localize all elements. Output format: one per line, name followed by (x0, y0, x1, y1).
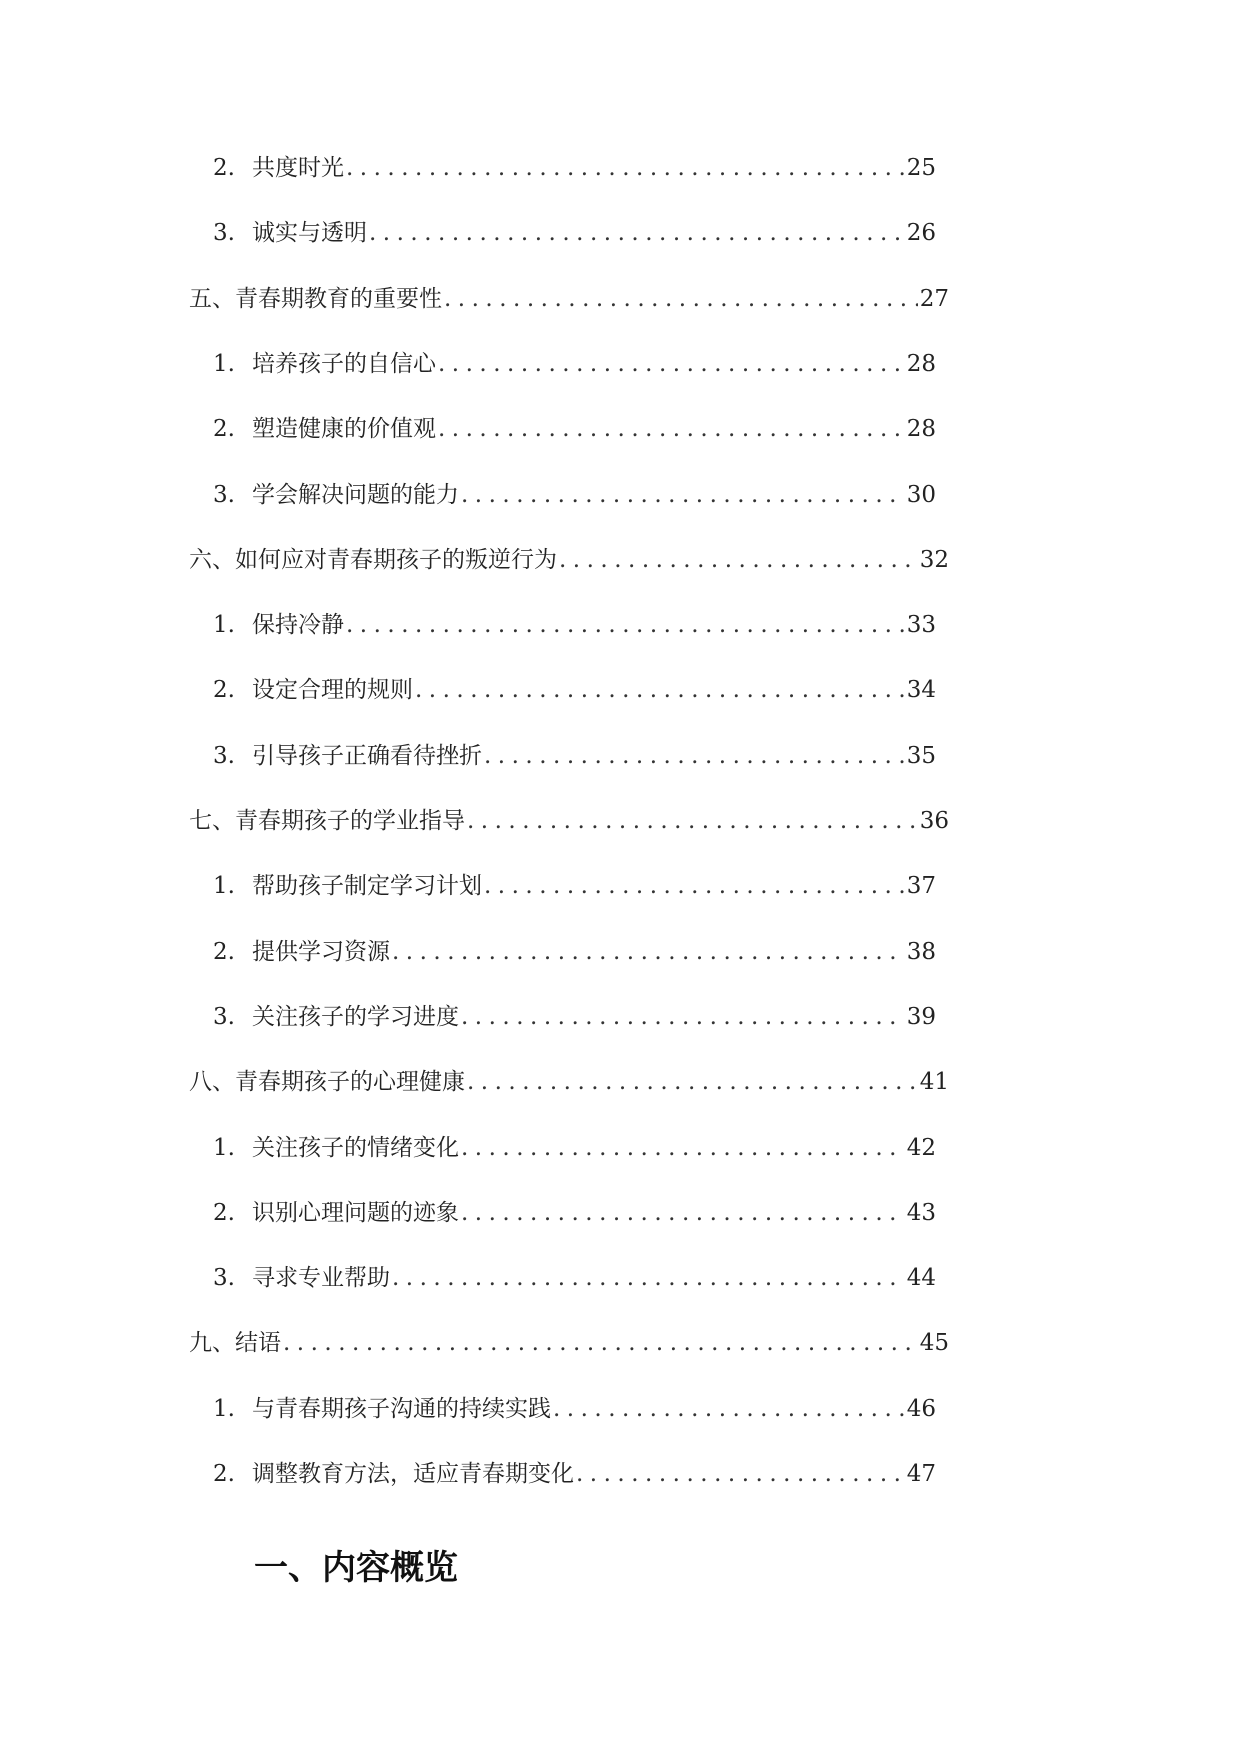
toc-entry-title: 调整教育方法，适应青春期变化 (252, 1461, 574, 1487)
toc-entry-title: 六、如何应对青春期孩子的叛逆行为 (189, 546, 557, 573)
toc-entry[interactable] (189, 1328, 949, 1358)
toc-entry-title: 塑造健康的价值观 (252, 416, 436, 443)
toc-leader-dots (559, 545, 918, 575)
toc-entry-number: 1. (213, 873, 235, 900)
toc-entry-page-number: 32 (919, 546, 949, 573)
toc-entry[interactable] (189, 284, 949, 314)
toc-entry-page-number: 30 (906, 481, 936, 508)
toc-leader-dots (444, 284, 918, 314)
toc-entry-number: 2. (213, 677, 235, 704)
toc-entry-number: 2. (213, 938, 235, 965)
toc-entry-page-number: 36 (919, 808, 949, 834)
toc-entry-title: 帮助孩子制定学习计划 (252, 873, 482, 900)
toc-entry-page-number: 33 (906, 612, 936, 639)
toc-entry-title: 共度时光 (252, 155, 344, 181)
toc-entry-title: 学会解决问题的能力 (252, 481, 459, 508)
toc-entry[interactable] (213, 349, 936, 379)
toc-entry-number: 2. (213, 155, 235, 181)
toc-entry-title: 诚实与透明 (252, 220, 367, 247)
toc-entry-number: 2. (213, 416, 235, 443)
toc-entry-page-number: 28 (906, 416, 936, 443)
toc-leader-dots (369, 218, 905, 248)
toc-entry-number: 2. (213, 1199, 235, 1226)
toc-leader-dots (467, 1067, 918, 1097)
toc-leader-dots (484, 871, 905, 901)
toc-entry-title: 保持冷静 (252, 612, 344, 639)
toc-entry[interactable] (213, 871, 936, 901)
toc-leader-dots (467, 806, 918, 836)
toc-entry[interactable] (213, 1263, 936, 1293)
toc-leader-dots (438, 414, 905, 444)
toc-entry-title: 九、结语 (189, 1330, 281, 1357)
toc-entry[interactable] (213, 1459, 936, 1489)
toc-leader-dots (283, 1328, 918, 1358)
toc-entry[interactable] (213, 414, 936, 444)
toc-leader-dots (484, 741, 905, 771)
toc-entry[interactable] (213, 153, 936, 183)
toc-entry-title: 识别心理问题的迹象 (252, 1199, 459, 1226)
toc-entry-number: 1. (213, 1134, 235, 1161)
toc-entry-page-number: 41 (919, 1069, 949, 1096)
toc-entry-title: 提供学习资源 (252, 938, 390, 965)
toc-entry[interactable] (213, 1002, 936, 1032)
toc-entry[interactable] (213, 480, 936, 510)
toc-entry-page-number: 45 (919, 1330, 949, 1357)
toc-leader-dots (415, 675, 905, 705)
toc-entry-page-number: 28 (906, 350, 936, 377)
toc-entry-title: 设定合理的规则 (252, 677, 413, 704)
toc-leader-dots (461, 1198, 905, 1228)
toc-entry[interactable] (213, 937, 936, 967)
toc-entry[interactable] (189, 1067, 949, 1097)
toc-entry-page-number: 26 (906, 220, 936, 247)
toc-entry-title: 培养孩子的自信心 (252, 350, 436, 377)
toc-entry-page-number: 42 (906, 1134, 936, 1161)
toc-entry-number: 1. (213, 1395, 235, 1422)
toc-entry-number: 3. (213, 742, 235, 769)
toc-entry[interactable] (213, 1198, 936, 1228)
toc-leader-dots (576, 1459, 905, 1489)
toc-entry-title: 引导孩子正确看待挫折 (252, 742, 482, 769)
toc-entry-page-number: 44 (906, 1265, 936, 1292)
toc-entry-number: 3. (213, 481, 235, 508)
toc-entry-page-number: 25 (906, 155, 936, 181)
toc-entry[interactable] (213, 675, 936, 705)
toc-entry[interactable] (213, 741, 936, 771)
toc-entry[interactable] (213, 1133, 936, 1163)
toc-leader-dots (392, 1263, 905, 1293)
toc-entry[interactable] (189, 806, 949, 836)
toc-entry[interactable] (189, 545, 949, 575)
toc-entry-number: 2. (213, 1461, 235, 1487)
toc-entry-page-number: 35 (906, 742, 936, 769)
toc-entry-title: 八、青春期孩子的心理健康 (189, 1069, 465, 1096)
toc-entry[interactable] (213, 1394, 936, 1424)
toc-entry-page-number: 39 (906, 1003, 936, 1030)
toc-leader-dots (461, 1002, 905, 1032)
toc-entry-title: 关注孩子的学习进度 (252, 1003, 459, 1030)
toc-entry-page-number: 37 (906, 873, 936, 900)
toc-entry-number: 1. (213, 612, 235, 639)
toc-leader-dots (392, 937, 905, 967)
toc-entry-title: 寻求专业帮助 (252, 1265, 390, 1292)
toc-leader-dots (438, 349, 905, 379)
toc-entry-number: 3. (213, 220, 235, 247)
toc-leader-dots (346, 153, 905, 183)
section-heading: 一、内容概览 (254, 1548, 458, 1588)
toc-entry-page-number: 47 (906, 1461, 936, 1487)
toc-entry-number: 3. (213, 1265, 235, 1292)
toc-entry-page-number: 38 (906, 938, 936, 965)
toc-entry-page-number: 34 (906, 677, 936, 704)
toc-entry[interactable] (213, 610, 936, 640)
toc-entry-title: 五、青春期教育的重要性 (189, 285, 442, 312)
toc-entry-page-number: 46 (906, 1395, 936, 1422)
toc-entry-page-number: 43 (906, 1199, 936, 1226)
toc-entry-title: 与青春期孩子沟通的持续实践 (252, 1395, 551, 1422)
toc-leader-dots (346, 610, 905, 640)
toc-entry-number: 1. (213, 350, 235, 377)
toc-entry[interactable] (213, 218, 936, 248)
toc-entry-number: 3. (213, 1003, 235, 1030)
toc-entry-title: 关注孩子的情绪变化 (252, 1134, 459, 1161)
toc-entry-page-number: 27 (919, 285, 949, 312)
toc-leader-dots (553, 1394, 905, 1424)
toc-leader-dots (461, 480, 905, 510)
toc-entry-title: 七、青春期孩子的学业指导 (189, 808, 465, 834)
toc-leader-dots (461, 1133, 905, 1163)
